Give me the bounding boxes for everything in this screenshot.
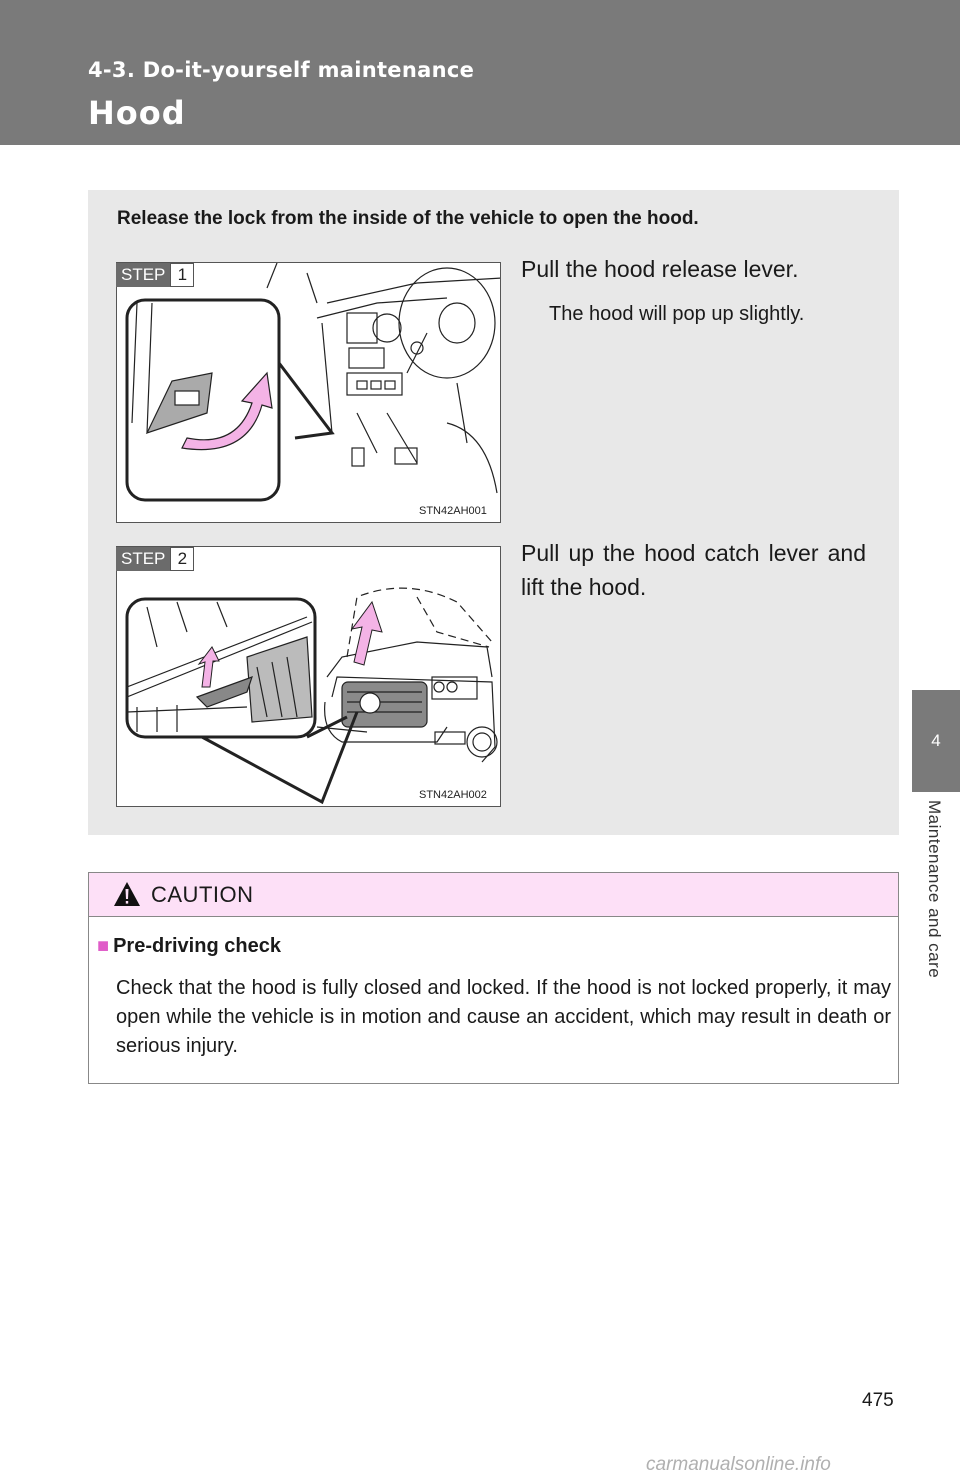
step-1-badge: [116, 263, 194, 287]
step-1-word: STEP: [116, 263, 170, 287]
caution-title: CAUTION: [151, 882, 254, 907]
page-title: Hood: [88, 94, 186, 132]
caution-item-title: [97, 935, 281, 958]
step-1-text: Pull the hood release lever.: [521, 256, 799, 282]
step-2-badge: [116, 547, 194, 571]
step-2-number: 2: [170, 547, 194, 571]
header-bar: [0, 0, 960, 145]
chapter-label: Maintenance and care: [925, 800, 944, 979]
figure-hood-release-lever: [116, 262, 501, 523]
step-1-number: 1: [170, 263, 194, 287]
step-2-word: STEP: [116, 547, 170, 571]
caution-box: [88, 872, 899, 1084]
hood-release-illustration: [117, 263, 501, 523]
figure-hood-catch-lever: [116, 546, 501, 807]
watermark: carmanualsonline.info: [646, 1454, 831, 1475]
pink-square-bullet-icon: ■: [97, 935, 110, 957]
warning-triangle-icon: [113, 881, 141, 907]
step-2-text: Pull up the hood catch lever and lift the hood.: [521, 540, 866, 600]
caution-item-label: Pre-driving check: [113, 935, 281, 957]
caution-header: [89, 873, 898, 917]
section-label: 4-3. Do-it-yourself maintenance: [88, 58, 475, 82]
caution-body: Check that the hood is fully closed and locked. If the hood is not locked properly, it may open while the vehicle is in motion and cause an accident, which may result in death or serious injury.: [116, 977, 891, 1057]
figure-2-code: STN42AH002: [419, 789, 487, 801]
step-1-note: The hood will pop up slightly.: [549, 303, 805, 325]
page-number: 475: [862, 1390, 894, 1411]
intro-text: Release the lock from the inside of the vehicle to open the hood.: [117, 208, 699, 229]
hood-catch-illustration: [117, 547, 501, 807]
chapter-tab: 4: [912, 690, 960, 792]
figure-1-code: STN42AH001: [419, 505, 487, 517]
